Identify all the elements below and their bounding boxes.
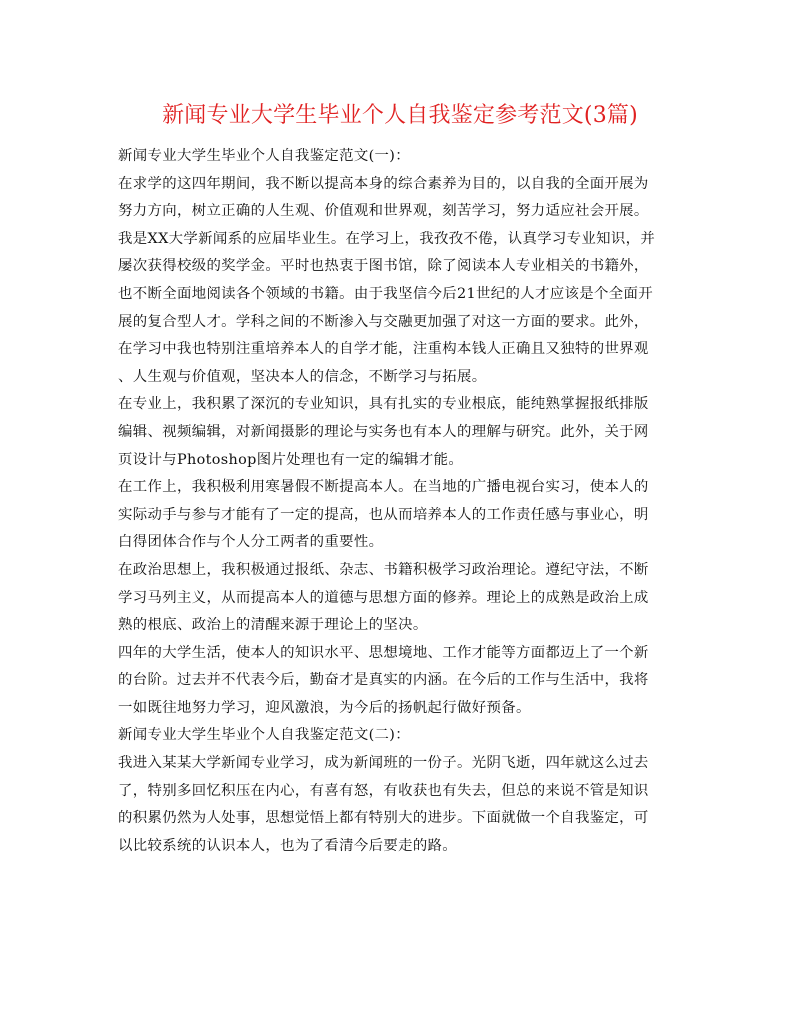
text-line: 的积累仍然为人处事，思想觉悟上都有特别大的进步。下面就做一个自我鉴定，可 bbox=[118, 810, 649, 827]
text-line: 在学习中我也特别注重培养本人的自学才能，注重构本钱人正确且又独特的世界观 bbox=[118, 341, 649, 358]
text-line: 熟的根底、政治上的清醒来源于理论上的坚决。 bbox=[118, 617, 428, 634]
text-line: 新闻专业大学生毕业个人自我鉴定范文(二)： bbox=[118, 727, 411, 744]
text-line: 在政治思想上，我积极通过报纸、杂志、书籍积极学习政治理论。遵纪守法，不断 bbox=[118, 561, 649, 578]
text-line: 在求学的这四年期间，我不断以提高本身的综合素养为目的，以自我的全面开展为 bbox=[118, 175, 649, 192]
text-line: 页设计与Photoshop图片处理也有一定的编辑才能。 bbox=[118, 451, 464, 468]
text-line: 了，特别多回忆积压在内心，有喜有怒，有收获也有失去，但总的来说不管是知识 bbox=[118, 782, 649, 799]
paragraph bbox=[118, 557, 688, 640]
text-line: 新闻专业大学生毕业个人自我鉴定范文(一)： bbox=[118, 148, 411, 164]
text-line: 努力方向，树立正确的人生观、价值观和世界观，刻苦学习，努力适应社会开展。 bbox=[118, 203, 649, 220]
section-heading-1 bbox=[118, 143, 688, 171]
text-line: 我是XX大学新闻系的应届毕业生。在学习上，我孜孜不倦，认真学习专业知识，并 bbox=[118, 230, 656, 247]
text-line: 在专业上，我积累了深沉的专业知识，具有扎实的专业根底，能纯熟掌握报纸排版 bbox=[118, 396, 649, 413]
text-line: 白得团体合作与个人分工两者的重要性。 bbox=[118, 534, 384, 551]
section-heading-2 bbox=[118, 722, 688, 750]
paragraph bbox=[118, 391, 688, 474]
text-line: 四年的大学生活，使本人的知识水平、思想境地、工作才能等方面都迈上了一个新 bbox=[118, 644, 649, 661]
paragraph bbox=[118, 171, 688, 226]
text-line: 也不断全面地阅读各个领域的书籍。由于我坚信今后21世纪的人才应该是个全面开 bbox=[118, 285, 653, 302]
text-line: 一如既往地努力学习，迎风激浪，为今后的扬帆起行做好预备。 bbox=[118, 699, 531, 716]
text-line: 以比较系统的认识本人，也为了看清今后要走的路。 bbox=[118, 837, 458, 854]
text-line: 屡次获得校级的奖学金。平时也热衷于图书馆，除了阅读本人专业相关的书籍外， bbox=[118, 258, 649, 275]
document-body bbox=[118, 143, 688, 860]
text-line: 编辑、视频编辑，对新闻摄影的理论与实务也有本人的理解与研究。此外，关于网 bbox=[118, 423, 649, 440]
document-title: 新闻专业大学生毕业个人自我鉴定参考范文(3篇) bbox=[162, 103, 638, 128]
text-line: 、人生观与价值观，坚决本人的信念，不断学习与拓展。 bbox=[118, 368, 487, 385]
text-line: 我进入某某大学新闻专业学习，成为新闻班的一份子。光阴飞逝，四年就这么过去 bbox=[118, 755, 649, 772]
text-line: 展的复合型人才。学科之间的不断渗入与交融更加强了对这一方面的要求。此外， bbox=[118, 313, 649, 330]
paragraph bbox=[118, 750, 688, 860]
paragraph bbox=[118, 226, 688, 392]
text-line: 实际动手与参与才能有了一定的提高，也从而培养本人的工作责任感与事业心，明 bbox=[118, 506, 649, 523]
text-line: 在工作上，我积极利用寒暑假不断提高本人。在当地的广播电视台实习，使本人的 bbox=[118, 479, 649, 496]
paragraph bbox=[118, 474, 688, 557]
paragraph bbox=[118, 640, 688, 723]
text-line: 学习马列主义，从而提高本人的道德与思想方面的修养。理论上的成熟是政治上成 bbox=[118, 589, 649, 606]
text-line: 的台阶。过去并不代表今后，勤奋才是真实的内涵。在今后的工作与生活中，我将 bbox=[118, 672, 649, 689]
